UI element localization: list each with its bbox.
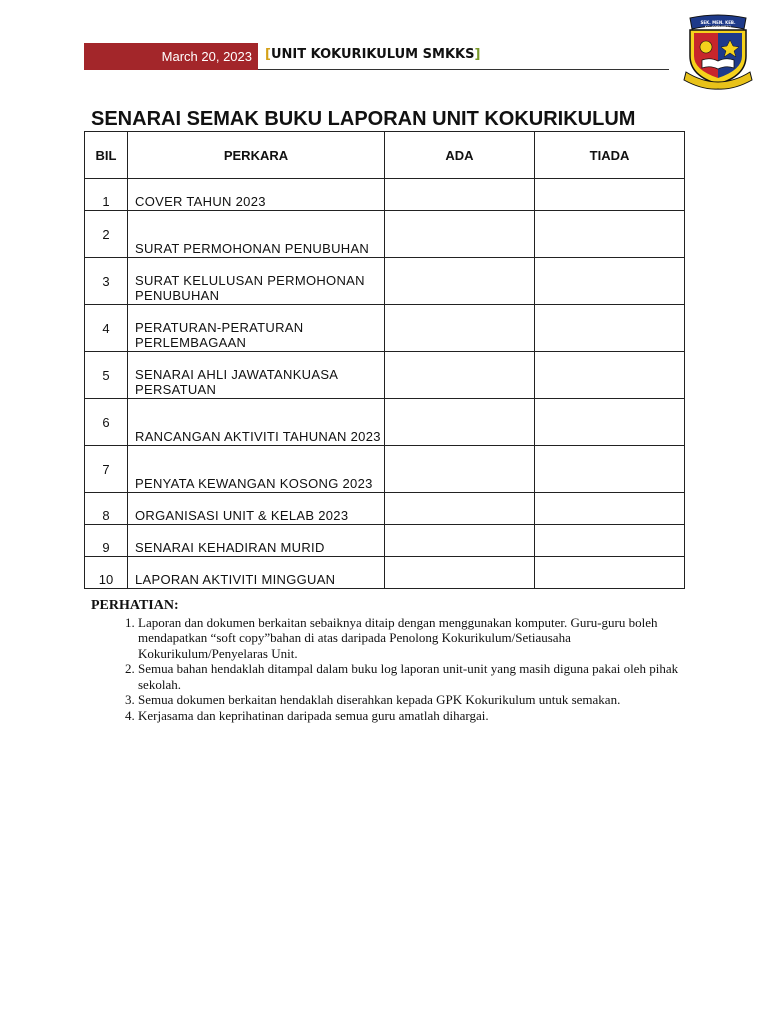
row-item: SENARAI AHLI JAWATANKUASA PERSATUAN — [128, 352, 385, 399]
tiada-cell[interactable] — [535, 179, 685, 211]
tiada-cell[interactable] — [535, 258, 685, 305]
row-number: 10 — [85, 557, 128, 589]
table-row — [85, 352, 685, 399]
row-number: 9 — [85, 525, 128, 557]
column-header-ada: ADA — [385, 132, 535, 179]
row-item: PENYATA KEWANGAN KOSONG 2023 — [128, 446, 385, 493]
ada-cell[interactable] — [385, 211, 535, 258]
row-number: 5 — [85, 352, 128, 399]
row-item: LAPORAN AKTIVITI MINGGUAN — [128, 557, 385, 589]
tiada-cell[interactable] — [535, 525, 685, 557]
notes-section — [91, 598, 691, 723]
row-number: 8 — [85, 493, 128, 525]
table-row — [85, 179, 685, 211]
ada-cell[interactable] — [385, 446, 535, 493]
row-number: 1 — [85, 179, 128, 211]
row-item: SURAT KELULUSAN PERMOHONAN PENUBUHAN — [128, 258, 385, 305]
checklist-table — [84, 131, 685, 589]
column-header-bil: BIL — [85, 132, 128, 179]
header-date: March 20, 2023 — [84, 43, 258, 70]
table-row — [85, 258, 685, 305]
row-item: SENARAI KEHADIRAN MURID — [128, 525, 385, 557]
ada-cell[interactable] — [385, 399, 535, 446]
row-item: COVER TAHUN 2023 — [128, 179, 385, 211]
svg-text:KG. SOEHARTO: KG. SOEHARTO — [704, 25, 732, 29]
header-divider — [258, 69, 669, 70]
table-row — [85, 399, 685, 446]
svg-text:SEK. MEN. KEB.: SEK. MEN. KEB. — [700, 20, 736, 25]
note-item: 2. Semua bahan hendaklah ditampal dalam buku log laporan unit-unit yang masih diguna pakai oleh pihak sekolah. — [138, 661, 691, 692]
table-row — [85, 525, 685, 557]
note-item: 1. Laporan dan dokumen berkaitan sebaiknya ditaip dengan menggunakan komputer. Guru-guru boleh mendapatkan “soft copy”bahan di atas daripada Penolong Kokurikulum/Setiausaha Kokurikulum/Penyelaras Unit. — [138, 615, 691, 662]
tiada-cell[interactable] — [535, 352, 685, 399]
table-header-row — [85, 132, 685, 179]
document-title: SENARAI SEMAK BUKU LAPORAN UNIT KOKURIKULUM — [91, 108, 636, 130]
column-header-perkara: PERKARA — [128, 132, 385, 179]
tiada-cell[interactable] — [535, 557, 685, 589]
tiada-cell[interactable] — [535, 211, 685, 258]
row-number: 6 — [85, 399, 128, 446]
header-title — [265, 47, 480, 62]
row-item: PERATURAN-PERATURAN PERLEMBAGAAN — [128, 305, 385, 352]
row-item: SURAT PERMOHONAN PENUBUHAN — [128, 211, 385, 258]
ada-cell[interactable] — [385, 352, 535, 399]
header-bracket-close: ] — [474, 47, 481, 62]
table-row — [85, 493, 685, 525]
tiada-cell[interactable] — [535, 399, 685, 446]
tiada-cell[interactable] — [535, 446, 685, 493]
ada-cell[interactable] — [385, 493, 535, 525]
row-number: 4 — [85, 305, 128, 352]
tiada-cell[interactable] — [535, 305, 685, 352]
row-item: ORGANISASI UNIT & KELAB 2023 — [128, 493, 385, 525]
ada-cell[interactable] — [385, 258, 535, 305]
column-header-tiada: TIADA — [535, 132, 685, 179]
note-item: 4. Kerjasama dan keprihatinan daripada semua guru amatlah dihargai. — [138, 708, 691, 724]
table-row — [85, 305, 685, 352]
header-bracket-open: [ — [265, 47, 271, 62]
ada-cell[interactable] — [385, 525, 535, 557]
row-item: RANCANGAN AKTIVITI TAHUNAN 2023 — [128, 399, 385, 446]
notes-heading: PERHATIAN: — [91, 598, 179, 613]
school-crest-logo — [682, 12, 754, 90]
ada-cell[interactable] — [385, 179, 535, 211]
ada-cell[interactable] — [385, 557, 535, 589]
notes-list — [91, 615, 691, 724]
table-row — [85, 557, 685, 589]
ada-cell[interactable] — [385, 305, 535, 352]
row-number: 3 — [85, 258, 128, 305]
table-row — [85, 211, 685, 258]
row-number: 2 — [85, 211, 128, 258]
note-item: 3. Semua dokumen berkaitan hendaklah diserahkan kepada GPK Kokurikulum untuk semakan. — [138, 692, 691, 708]
table-row — [85, 446, 685, 493]
row-number: 7 — [85, 446, 128, 493]
tiada-cell[interactable] — [535, 493, 685, 525]
header-title-text: UNIT KOKURIKULUM SMKKS — [270, 47, 475, 62]
